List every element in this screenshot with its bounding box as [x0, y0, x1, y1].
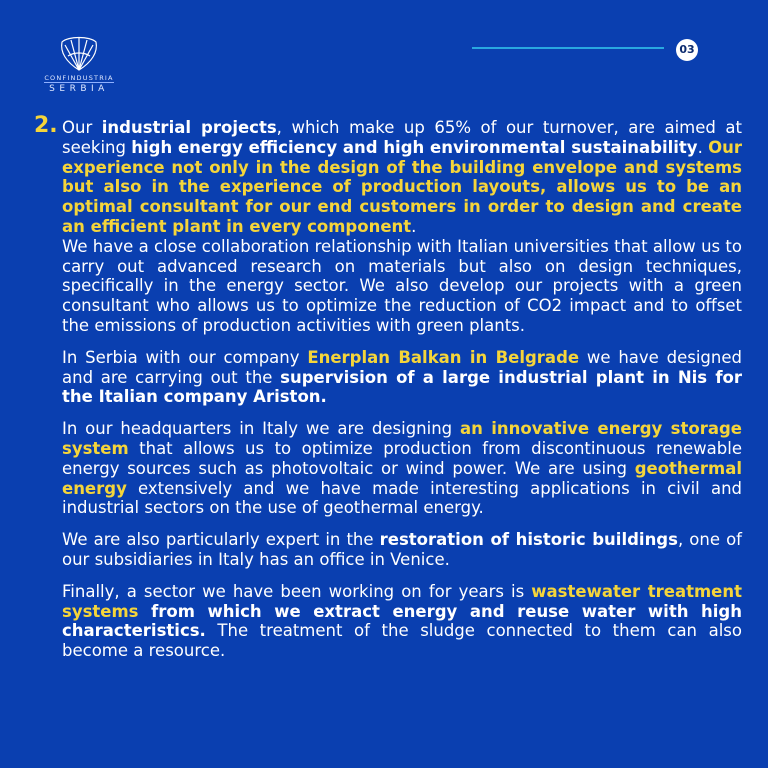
highlight-run: Enerplan Balkan in Belgrade [307, 347, 580, 367]
highlight-run: an innovative energy storage system [62, 419, 742, 458]
paragraph-energy-storage [62, 419, 742, 518]
text-run: , which make up 65% of our turnover, are aimed at seeking [62, 118, 742, 157]
header-divider-line [472, 47, 664, 49]
text-run: In Serbia with our company [62, 347, 308, 367]
bold-run: supervision of a large industrial plant in Nis for the Italian company Ariston. [62, 367, 742, 407]
highlight-run: Our experience not only in the design of the building envelope and systems but also in the experience of production layouts, allows us to be an optimal consultant for our end customers in order to design and create an efficient plant in every component [62, 137, 742, 236]
highlight-run: wastewater treatment systems [62, 581, 742, 621]
logo-text-confindustria: CONFINDUSTRIA [44, 74, 114, 82]
text-run: extensively and we have made interesting applications in civil and industrial sectors on the use of geothermal energy. [62, 478, 742, 518]
main-text [62, 118, 742, 673]
text-run: Finally, a sector we have been working on for years is [62, 581, 532, 601]
text-run: In our headquarters in Italy we are designing [62, 419, 461, 439]
shell-emblem-icon [56, 32, 102, 72]
page-number-badge: 03 [676, 39, 698, 61]
paragraph-industrial-projects [62, 118, 742, 237]
bold-run: restoration of historic buildings [379, 530, 678, 550]
bold-run: industrial projects [101, 118, 277, 137]
text-run: that allows us to optimize production from discontinuous renewable energy sources such as photovoltaic or wind power. We are using [62, 438, 742, 478]
text-run: We are also particularly expert in the [62, 530, 380, 550]
bold-run: from which we extract energy and reuse water with high characteristics. [62, 601, 742, 641]
paragraph-universities: We have a close collaboration relationship with Italian universities that allow us to carry out advanced research on materials but also on design techniques, specifically in the energy sector. We also develop our projects with a green consultant who allows us to optimize the reduction of CO2 impact and to offset the emissions of production activities with green plants. [62, 236, 742, 335]
text-run: The treatment of the sludge connected to them can also become a resource. [62, 621, 742, 661]
paragraph-wastewater [62, 582, 742, 661]
paragraph-restoration [62, 530, 742, 570]
text-run: Our [62, 118, 102, 137]
section-number: 2. [34, 113, 58, 138]
highlight-run: geothermal energy [62, 458, 742, 498]
bold-run: high energy efficiency and high environmental sustainability [131, 137, 698, 157]
logo-text-serbia: SERBIA [44, 82, 114, 94]
text-run: . [411, 216, 417, 236]
text-run: , one of our subsidiaries in Italy has an office in Venice. [62, 530, 742, 569]
text-run: . [697, 137, 709, 157]
paragraph-serbia [62, 348, 742, 407]
text-run: we have designed and are carrying out the [62, 347, 742, 387]
confindustria-serbia-logo [44, 32, 114, 98]
